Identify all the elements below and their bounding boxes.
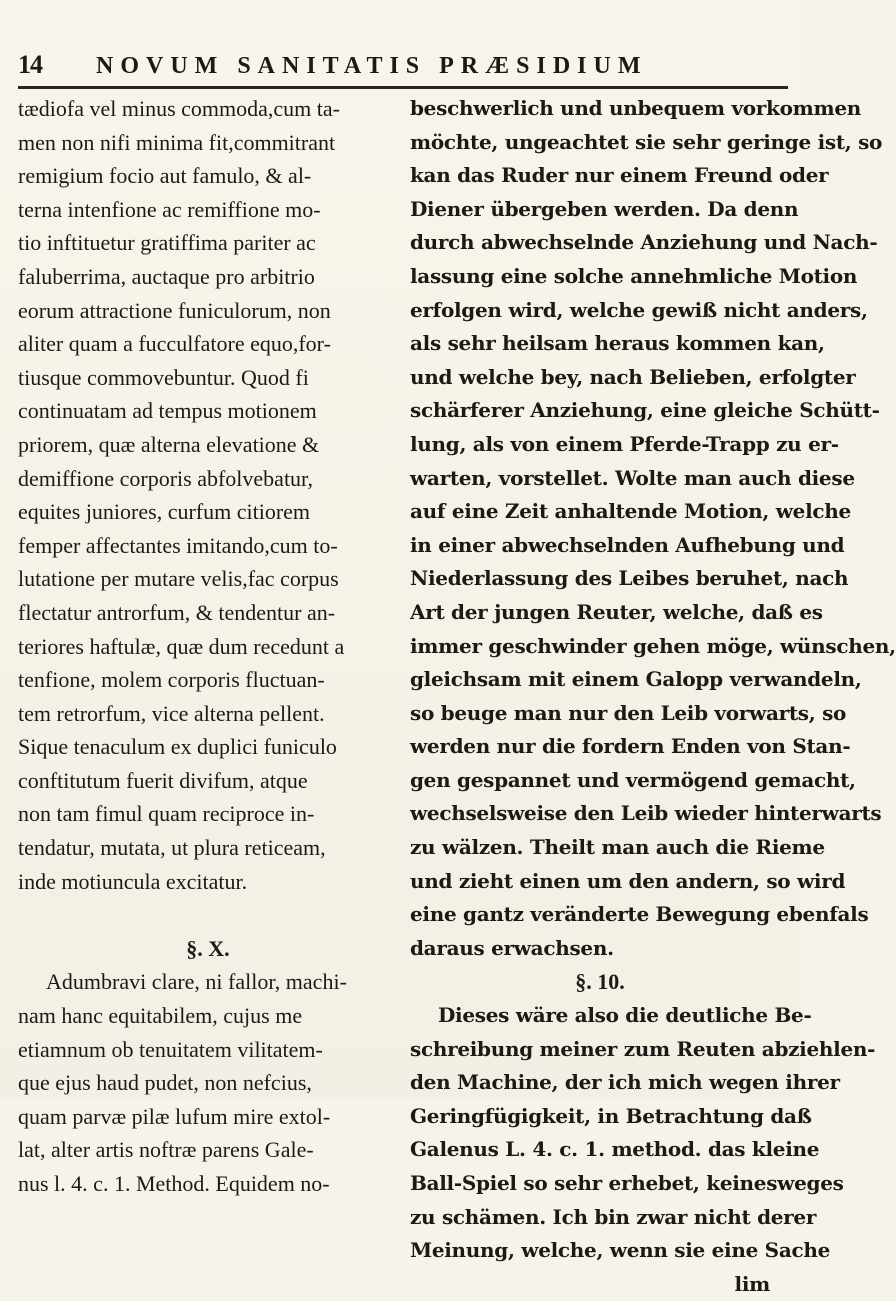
latin-line: teriores haftulæ, quæ dum recedunt a [18, 633, 345, 659]
latin-line: tenfione, molem corporis fluctuan- [18, 667, 325, 693]
german-line: eine gantz veränderte Bewegung ebenfals [410, 902, 869, 927]
german-line: schreibung meiner zum Reuten abziehlen- [410, 1036, 876, 1061]
latin-line: conftitutum fuerit divifum, atque [18, 767, 308, 793]
latin-line: tio inftituetur gratiffima pariter ac [18, 230, 316, 256]
german-line: beschwerlich und unbequem vorkommen [410, 96, 862, 120]
latin-line: non tam fimul quam reciproce in- [18, 801, 315, 827]
german-line: schärferer Anziehung, eine gleiche Schütt- [410, 398, 880, 423]
german-line: kan das Ruder nur einem Freund oder [410, 163, 829, 188]
latin-line: nus l. 4. c. 1. Method. Equidem no- [18, 1171, 330, 1196]
latin-line: remigium focio aut famulo, & al- [18, 163, 312, 189]
german-line: wechselsweise den Leib wieder hinterwarts [410, 801, 882, 826]
latin-line: priorem, quæ alterna elevatione & [18, 431, 320, 457]
latin-line: etiamnum ob tenuitatem vilitatem- [18, 1036, 323, 1062]
german-line: lassung eine solche annehmliche Motion [410, 263, 858, 288]
latin-line: inde motiuncula excitatur. [18, 868, 248, 894]
german-line: Meinung, welche, wenn sie eine Sache [410, 1238, 831, 1263]
section-heading-latin: §. X. [186, 935, 230, 961]
german-line: Ball-Spiel so sehr erhebet, keinesweges [410, 1171, 844, 1195]
german-line: Dieses wäre also die deutliche Be- [438, 1003, 812, 1028]
running-head: NOVUM SANITATIS PRÆSIDIUM [96, 53, 648, 79]
catchword: lim [734, 1271, 770, 1296]
latin-line: Adumbravi clare, ni fallor, machi- [46, 969, 347, 995]
latin-line: equites juniores, curfum citiorem [18, 499, 311, 525]
latin-line: lat, alter artis noftræ parens Gale- [18, 1137, 314, 1163]
german-line: in einer abwechselnden Aufhebung und [410, 532, 845, 557]
latin-line: tædiofa vel minus commoda,cum ta- [18, 96, 340, 121]
latin-line: terna intenfione ac remiffione mo- [18, 196, 321, 222]
page-header [18, 50, 778, 78]
header-rule [18, 86, 788, 89]
german-line: möchte, ungeachtet sie sehr geringe ist, so [410, 129, 883, 154]
german-line: den Machine, der ich mich wegen ihrer [410, 1070, 840, 1095]
page-number: 14 [18, 50, 42, 79]
section-heading-german: §. 10. [575, 969, 625, 995]
latin-line: men non nifi minima fit,commitrant [18, 129, 336, 155]
german-line: lung, als von einem Pferde-Trapp zu er- [410, 431, 839, 456]
german-column [410, 92, 896, 1301]
latin-line: tendatur, mutata, ut plura reticeam, [18, 835, 326, 861]
german-line: daraus erwachsen. [410, 935, 614, 960]
german-line: Art der jungen Reuter, welche, daß es [410, 599, 823, 624]
latin-line: eorum attractione funiculorum, non [18, 297, 331, 323]
latin-line: quam parvæ pilæ lufum mire extol- [18, 1103, 331, 1129]
latin-column [18, 92, 398, 1201]
latin-line: Sique tenaculum ex duplici funiculo [18, 734, 337, 760]
latin-line: nam hanc equitabilem, cujus me [18, 1003, 303, 1029]
german-line: erfolgen wird, welche gewiß nicht anders, [410, 297, 868, 322]
german-line: immer geschwinder gehen möge, wünschen, [410, 633, 896, 658]
german-line: gen gespannet und vermögend gemacht, [410, 767, 856, 792]
german-line: Galenus L. 4. c. 1. method. das kleine [410, 1137, 820, 1162]
german-line: durch abwechselnde Anziehung und Nach- [410, 230, 878, 255]
german-line: und welche bey, nach Belieben, erfolgter [410, 364, 856, 389]
german-line: Diener übergeben werden. Da denn [410, 196, 799, 221]
german-line: als sehr heilsam heraus kommen kan, [410, 331, 825, 356]
german-line: Niederlassung des Leibes beruhet, nach [410, 566, 849, 591]
latin-line: femper affectantes imitando,cum to- [18, 532, 338, 558]
latin-line: demiffione corporis abfolvebatur, [18, 465, 314, 491]
german-line: auf eine Zeit anhaltende Motion, welche [410, 499, 851, 524]
latin-line: que ejus haud pudet, non nefcius, [18, 1070, 312, 1096]
latin-line: faluberrima, auctaque pro arbitrio [18, 263, 315, 289]
german-line: und zieht einen um den andern, so wird [410, 868, 846, 893]
german-line: zu schämen. Ich bin zwar nicht derer [410, 1204, 817, 1229]
latin-line: tiusque commovebuntur. Quod fi [18, 364, 309, 390]
latin-line: continuatam ad tempus motionem [18, 398, 317, 424]
german-line: Geringfügigkeit, in Betrachtung daß [410, 1103, 812, 1128]
german-line: zu wälzen. Theilt man auch die Rieme [410, 835, 825, 860]
german-line: warten, vorstellet. Wolte man auch diese [410, 465, 855, 490]
german-line: gleichsam mit einem Galopp verwandeln, [410, 667, 862, 692]
german-line: so beuge man nur den Leib vorwarts, so [410, 700, 847, 725]
german-line: werden nur die fordern Enden von Stan- [410, 734, 851, 759]
section-spacer [18, 898, 398, 932]
latin-line: flectatur antrorfum, & tendentur an- [18, 599, 336, 625]
latin-line: aliter quam a fucculfatore equo,for- [18, 331, 331, 357]
latin-line: tem retrorfum, vice alterna pellent. [18, 700, 325, 726]
latin-line: lutatione per mutare velis,fac corpus [18, 566, 339, 592]
